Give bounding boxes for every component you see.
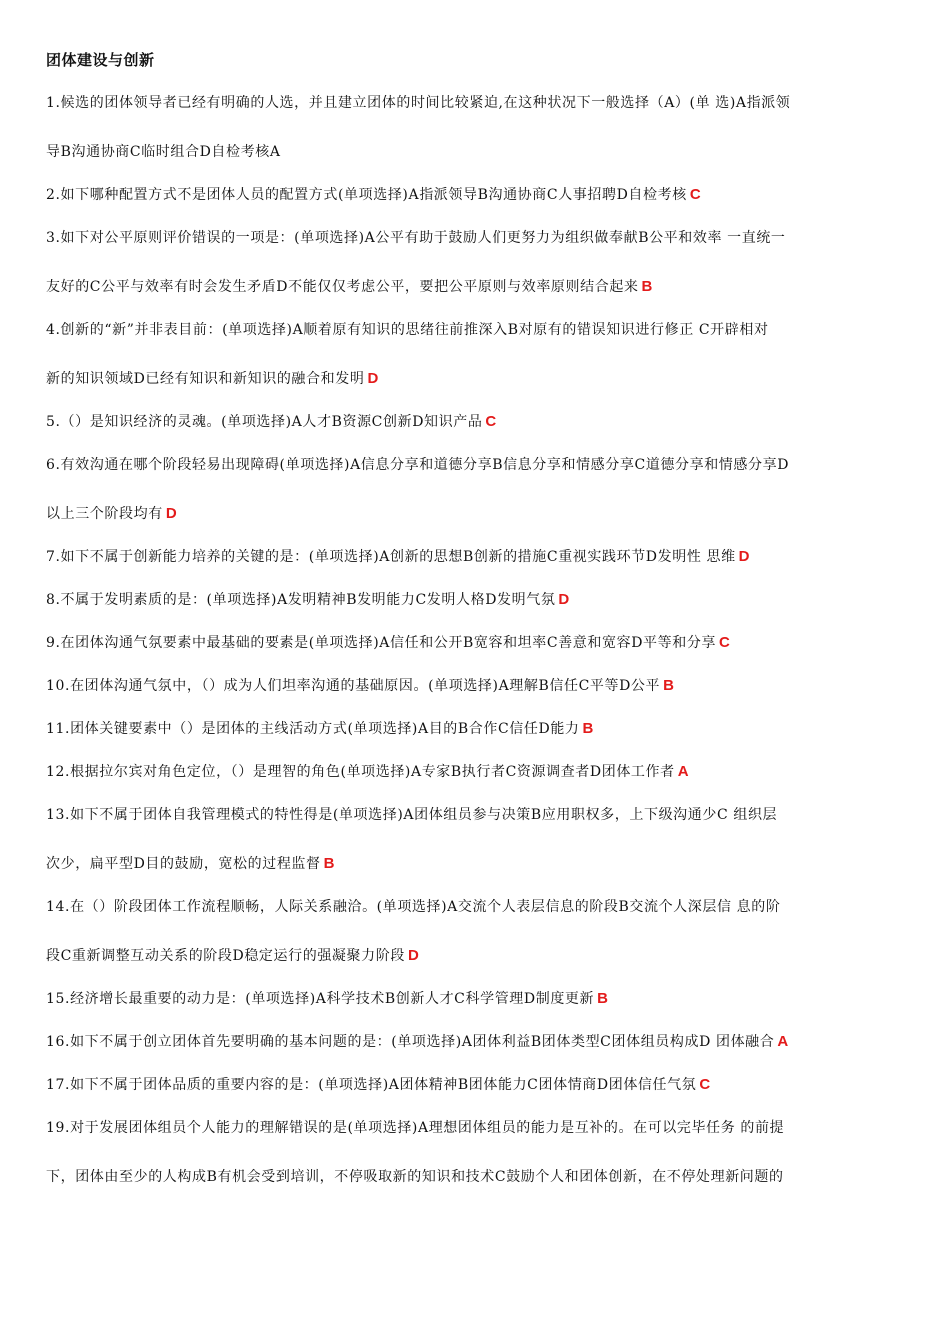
answer-label: D: [738, 548, 751, 565]
answer-label: B: [641, 278, 653, 295]
answer-label: C: [689, 186, 702, 203]
question-text: 19.对于发展团体组员个人能力的理解错误的是(单项选择)A理想团体组员的能力是互补的。在可以完毕任务 的前提: [46, 1120, 785, 1136]
question-item-8: [46, 589, 908, 611]
question-text: 7.如下不属于创新能力培养的关键的是：(单项选择)A创新的思想B创新的措施C重视实践环节D发明性 思维: [46, 549, 736, 565]
question-text: 4.创新的“新”并非表目前：(单项选择)A顺着原有知识的思绪往前推深入B对原有的错误知识进行修正 C开辟相对: [46, 322, 769, 338]
question-text: 17.如下不属于团体品质的重要内容的是：(单项选择)A团体精神B团体能力C团体情商D团体信任气氛: [46, 1077, 697, 1093]
question-item-5: [46, 411, 908, 433]
question-item-9: [46, 632, 908, 654]
answer-label: D: [407, 947, 420, 964]
question-text-continued: 友好的C公平与效率有时会发生矛盾D不能仅仅考虑公平，要把公平原则与效率原则结合起来 B: [46, 278, 653, 295]
question-text-continued: 以上三个阶段均有 D: [46, 505, 178, 522]
question-text: 1.候选的团体领导者已经有明确的人选，并且建立团体的时间比较紧迫,在这种状况下一般选择（A）(单 选)A指派领: [46, 95, 791, 111]
document-title: 团体建设与创新: [46, 51, 155, 69]
question-item-7: [46, 546, 908, 568]
document-page: [46, 48, 908, 1209]
question-text: 6.有效沟通在哪个阶段轻易出现障碍(单项选择)A信息分享和道德分享B信息分享和情感分享C道德分享和情感分享D: [46, 457, 790, 473]
question-text: 13.如下不属于团体自我管理模式的特性得是(单项选择)A团体组员参与决策B应用职权多，上下级沟通少C 组织层: [46, 807, 778, 823]
question-item-1: [46, 92, 908, 163]
question-text: 8.不属于发明素质的是：(单项选择)A发明精神B发明能力C发明人格D发明气氛: [46, 592, 556, 608]
answer-label: C: [719, 634, 731, 651]
question-text-continued: 新的知识领域D已经有知识和新知识的融合和发明 D: [46, 370, 379, 387]
answer-label: C: [699, 1076, 711, 1093]
question-text: 2.如下哪种配置方式不是团体人员的配置方式(单项选择)A指派领导B沟通协商C人事招聘D自检考核: [46, 187, 687, 203]
question-text: 12.根据拉尔宾对角色定位，（）是理智的角色(单项选择)A专家B执行者C资源调查者D团体工作者: [46, 764, 675, 780]
question-item-11: [46, 718, 908, 740]
question-item-16: [46, 1031, 908, 1053]
answer-label: B: [323, 855, 336, 872]
question-text-continued: 导B沟通协商C临时组合D自检考核A: [46, 144, 281, 160]
answer-label: B: [663, 677, 675, 694]
question-text: 5.（）是知识经济的灵魂。(单项选择)A人才B资源C创新D知识产品: [46, 414, 483, 430]
question-text: 3.如下对公平原则评价错误的一项是：(单项选择)A公平有助于鼓励人们更努力为组织做奉献B公平和效率 一直统一: [46, 230, 786, 246]
question-text: 16.如下不属于创立团体首先要明确的基本问题的是：(单项选择)A团体利益B团体类型C团体组员构成D 团体融合: [46, 1034, 775, 1050]
question-item-2: [46, 184, 908, 206]
question-item-6: [46, 454, 908, 525]
answer-label: D: [165, 505, 178, 522]
question-item-17: [46, 1074, 908, 1096]
question-text-continued: 次少，扁平型D目的鼓励，宽松的过程监督 B: [46, 855, 336, 872]
answer-label: D: [367, 370, 379, 387]
question-item-4: [46, 319, 908, 390]
question-item-10: [46, 675, 908, 697]
question-text-continued: 下，团体由至少的人构成B有机会受到培训，不停吸取新的知识和技术C鼓励个人和团体创新，在不停处理新问题的: [46, 1169, 784, 1185]
answer-label: B: [597, 990, 609, 1007]
question-item-19: [46, 1117, 908, 1188]
answer-label: A: [677, 763, 690, 780]
answer-label: A: [777, 1033, 789, 1050]
question-item-15: [46, 988, 908, 1010]
question-text: 15.经济增长最重要的动力是：(单项选择)A科学技术B创新人才C科学管理D制度更新: [46, 991, 595, 1007]
question-text: 9.在团体沟通气氛要素中最基础的要素是(单项选择)A信任和公开B宽容和坦率C善意和宽容D平等和分享: [46, 635, 717, 651]
question-text-continued: 段C重新调整互动关系的阶段D稳定运行的强凝聚力阶段 D: [46, 947, 420, 964]
answer-label: C: [485, 413, 497, 430]
question-item-12: [46, 761, 908, 783]
answer-label: B: [582, 720, 594, 737]
question-text: 10.在团体沟通气氛中，（）成为人们坦率沟通的基础原因。(单项选择)A理解B信任C平等D公平: [46, 678, 661, 694]
question-item-14: [46, 896, 908, 967]
question-item-13: [46, 804, 908, 875]
question-text: 11.团体关键要素中（）是团体的主线活动方式(单项选择)A目的B合作C信任D能力: [46, 721, 580, 737]
question-item-3: [46, 227, 908, 298]
question-text: 14.在（）阶段团体工作流程顺畅，人际关系融洽。(单项选择)A交流个人表层信息的阶段B交流个人深层信 息的阶: [46, 899, 781, 915]
answer-label: D: [558, 591, 570, 608]
